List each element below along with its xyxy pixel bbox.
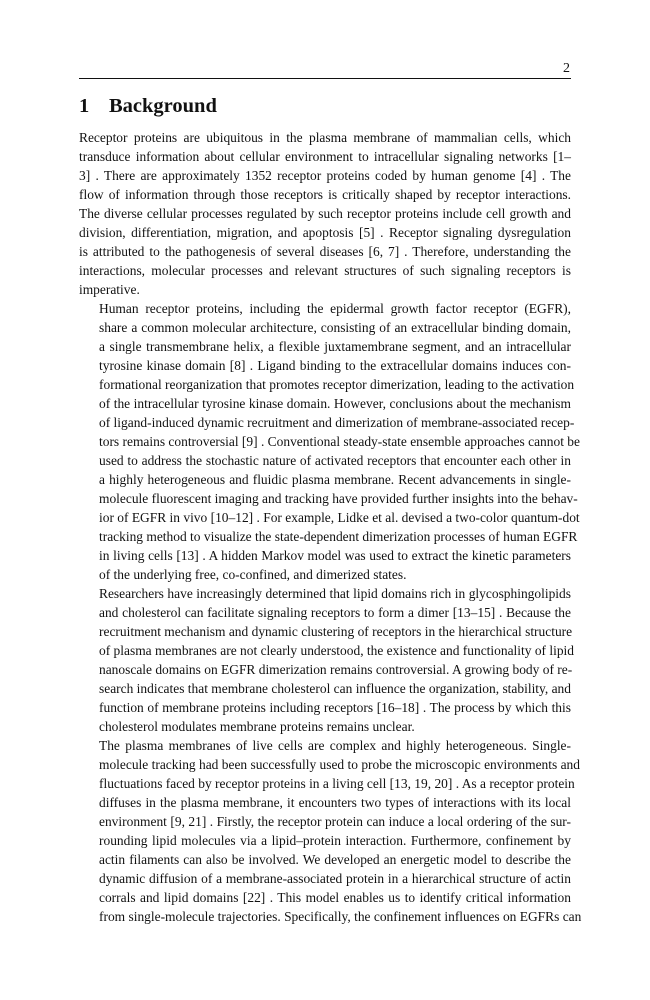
text-line: rounding lipid molecules via a lipid–protein interaction. Furthermore, confinement by (99, 833, 571, 848)
text-line: is attributed to the pathogenesis of several diseases [6, 7] . Therefore, understanding the (79, 244, 571, 259)
text-line: division, differentiation, migration, and apoptosis [5] . Receptor signaling dysregulation (79, 225, 571, 240)
text-line: tors remains controversial [9] . Conventional steady-state ensemble approaches cannot be (99, 434, 580, 449)
text-line: The plasma membranes of live cells are complex and highly heterogeneous. Single- (99, 738, 571, 753)
text-line: ior of EGFR in vivo [10–12] . For example, Lidke et al. devised a two-color quantum-dot (99, 510, 580, 525)
text-line: Human receptor proteins, including the epidermal growth factor receptor (EGFR), (99, 301, 571, 316)
header-rule (79, 78, 571, 79)
text-line: imperative. (79, 282, 140, 297)
body-text (79, 128, 582, 926)
text-line: of plasma membranes are not clearly understood, the existence and functionality of lipid (99, 643, 575, 658)
text-line: a highly heterogeneous and fluidic plasma membrane. Recent advancements in single- (99, 472, 571, 487)
section-title: Background (109, 95, 217, 117)
text-line: actin filaments can also be involved. We developed an energetic model to describe the (99, 852, 571, 867)
text-line: of ligand-induced dynamic recruitment and dimerization of membrane-associated recep- (99, 415, 575, 430)
text-line: molecule tracking had been successfully used to probe the microscopic environments and (99, 757, 580, 772)
text-line: search indicates that membrane cholesterol can influence the organization, stability, and (99, 681, 571, 696)
text-line: from single-molecule trajectories. Specifically, the confinement influences on EGFRs can (99, 909, 582, 924)
text-line: transduce information about cellular environment to intracellular signaling networks [1– (79, 149, 571, 164)
section-number: 1 (79, 95, 90, 117)
text-line: recruitment mechanism and dynamic clustering of receptors in the hierarchical structure (99, 624, 573, 639)
text-line: a single transmembrane helix, a flexible juxtamembrane segment, and an intracellular (99, 339, 571, 354)
text-line: in living cells [13] . A hidden Markov model was used to extract the kinetic parameters (99, 548, 571, 563)
text-line: environment [9, 21] . Firstly, the receptor protein can induce a local ordering of the sur- (99, 814, 571, 829)
text-line: tyrosine kinase domain [8] . Ligand binding to the extracellular domains induces con- (99, 358, 571, 373)
section-heading (79, 93, 217, 119)
text-line: function of membrane proteins including receptors [16–18] . The process by which this (99, 700, 571, 715)
text-line: of the underlying free, co-confined, and dimerized states. (99, 567, 407, 582)
paragraph (79, 584, 575, 736)
text-line: dynamic diffusion of a membrane-associated protein in a hierarchical structure of actin (99, 871, 571, 886)
text-line: cholesterol modulates membrane proteins remains unclear. (99, 719, 415, 734)
text-line: nanoscale domains on EGFR dimerization remains controversial. A growing body of re- (99, 662, 573, 677)
text-line: corrals and lipid domains [22] . This model enables us to identify critical information (99, 890, 571, 905)
text-line: of the intracellular tyrosine kinase domain. However, conclusions about the mechanism (99, 396, 571, 411)
text-line: formational reorganization that promotes receptor dimerization, leading to the activation (99, 377, 575, 392)
text-line: and cholesterol can facilitate signaling receptors to form a dimer [13–15] . Because the (99, 605, 571, 620)
paragraph (79, 736, 582, 926)
paragraph (79, 128, 571, 299)
text-line: 3] . There are approximately 1352 receptor proteins coded by human genome [4] . The (79, 168, 571, 183)
text-line: Researchers have increasingly determined that lipid domains rich in glycosphingolipids (99, 586, 571, 601)
text-line: tracking method to visualize the state-dependent dimerization processes of human EGFR (99, 529, 578, 544)
text-line: Receptor proteins are ubiquitous in the plasma membrane of mammalian cells, which (79, 130, 571, 145)
text-line: diffuses in the plasma membrane, it encounters two types of interactions with its local (99, 795, 571, 810)
text-line: molecule fluorescent imaging and tracking have provided further insights into the behav- (99, 491, 578, 506)
text-line: flow of information through those receptors is critically shaped by receptor interactions. (79, 187, 571, 202)
text-line: used to address the stochastic nature of activated receptors that encounter each other in (99, 453, 571, 468)
paragraph (79, 299, 580, 584)
text-line: share a common molecular architecture, consisting of an extracellular binding domain, (99, 320, 571, 335)
page-number: 2 (563, 61, 570, 76)
text-line: fluctuations faced by receptor proteins in a living cell [13, 19, 20] . As a receptor protein (99, 776, 575, 791)
text-line: interactions, molecular processes and relevant structures of such signaling receptors is (79, 263, 571, 278)
text-line: The diverse cellular processes regulated by such receptor proteins include cell growth and (79, 206, 571, 221)
